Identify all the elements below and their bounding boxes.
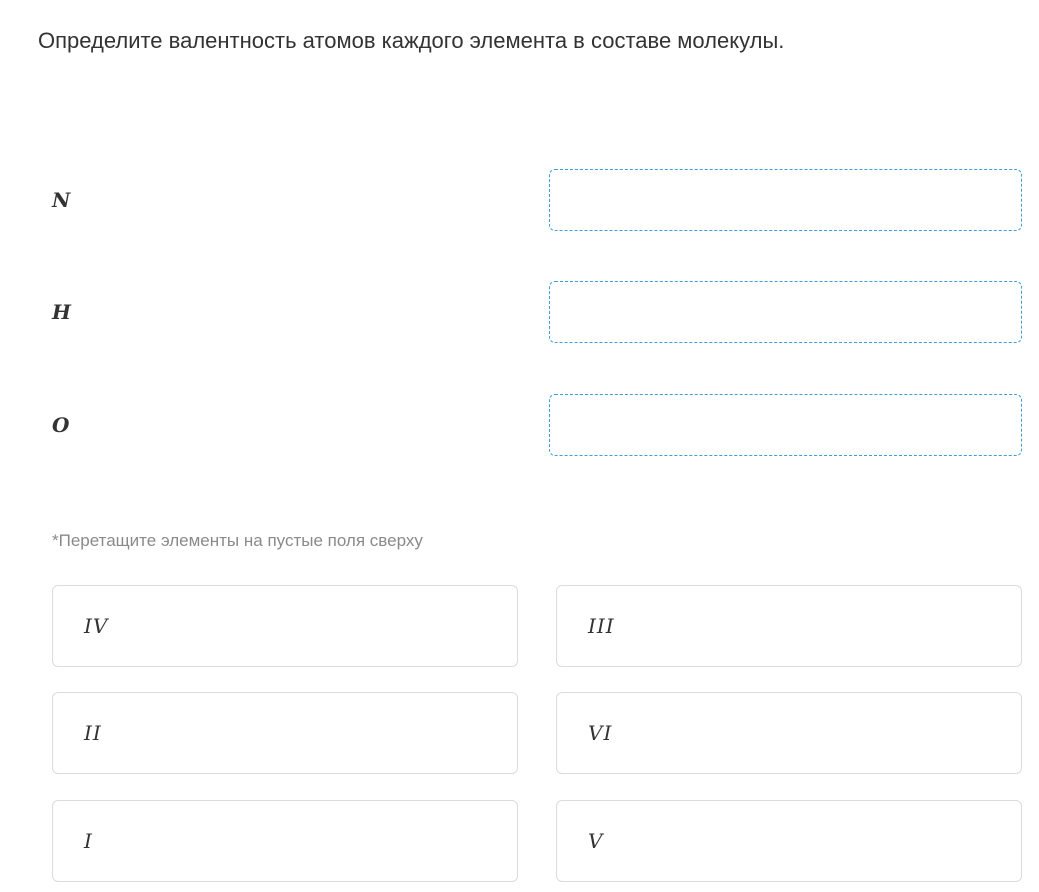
- match-row-o: [0, 394, 1039, 456]
- option-label: IV: [84, 614, 109, 638]
- option-label: II: [84, 721, 102, 745]
- option-label: V: [588, 829, 604, 853]
- option-card-i[interactable]: [52, 800, 518, 882]
- drag-hint: *Перетащите элементы на пустые поля сверху: [52, 531, 423, 550]
- option-label: I: [84, 829, 93, 853]
- option-card-vi[interactable]: [556, 692, 1022, 774]
- drop-slot-o[interactable]: [549, 394, 1022, 456]
- option-card-ii[interactable]: [52, 692, 518, 774]
- element-label-n: N: [52, 188, 71, 212]
- option-card-iv[interactable]: [52, 585, 518, 667]
- element-label-o: O: [52, 413, 70, 437]
- option-card-iii[interactable]: [556, 585, 1022, 667]
- option-card-v[interactable]: [556, 800, 1022, 882]
- element-label-h: H: [52, 300, 71, 324]
- match-row-h: [0, 281, 1039, 343]
- option-label: VI: [588, 721, 613, 745]
- drop-slot-h[interactable]: [549, 281, 1022, 343]
- match-row-n: [0, 169, 1039, 231]
- drop-slot-n[interactable]: [549, 169, 1022, 231]
- option-label: III: [588, 614, 615, 638]
- question-title: Определите валентность атомов каждого элемента в составе молекулы.: [38, 28, 785, 53]
